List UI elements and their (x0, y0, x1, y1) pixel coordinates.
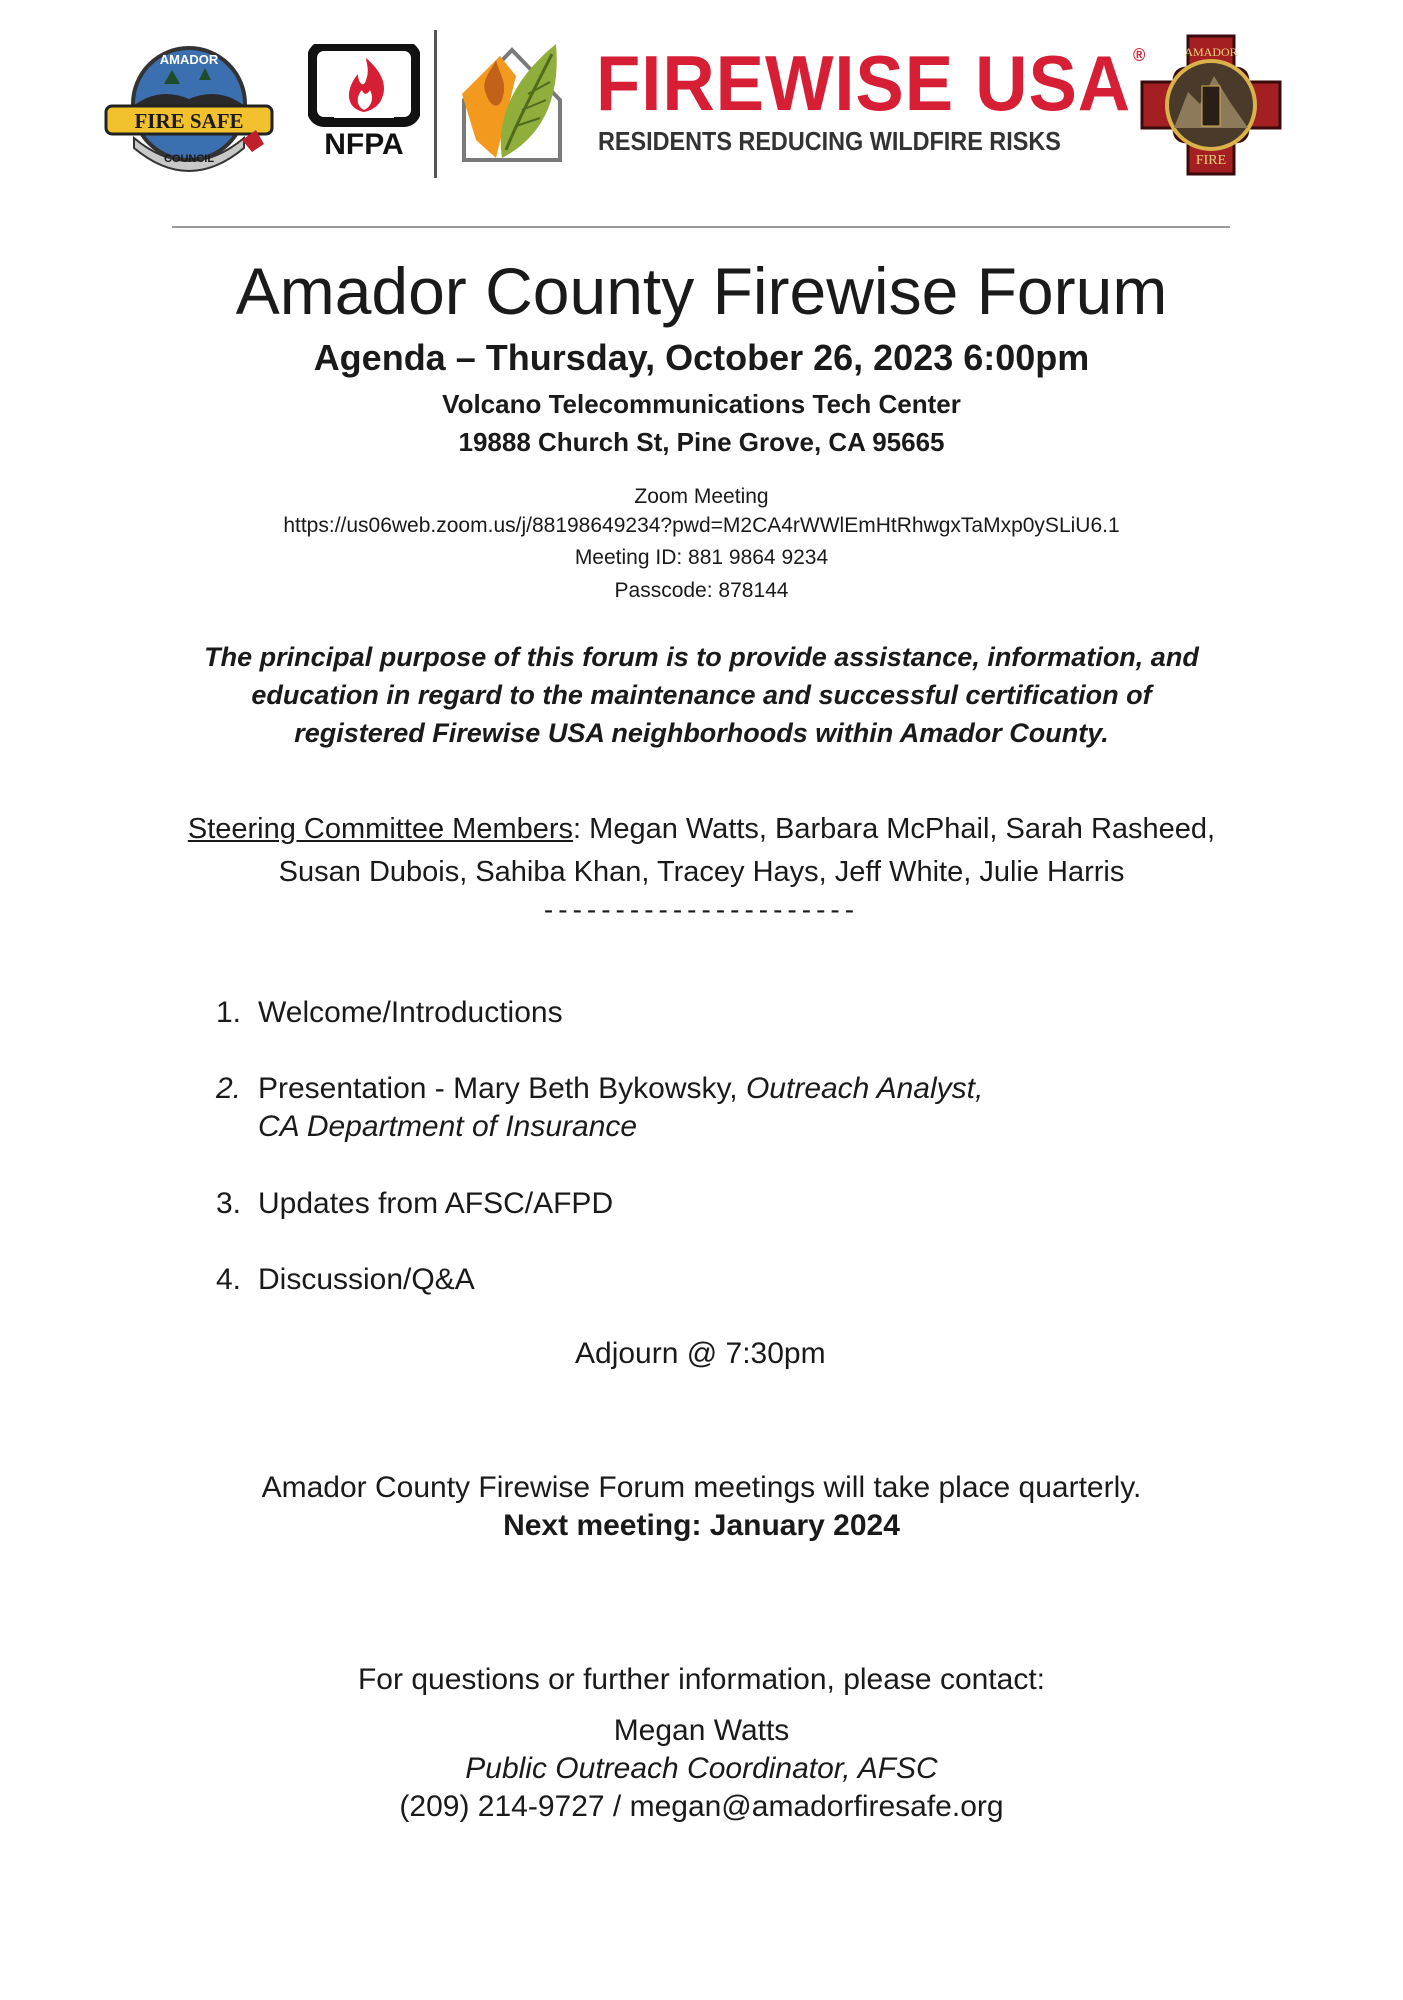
firesafe-logo-top-text: AMADOR (159, 52, 219, 67)
firewise-title-text: FIREWISE USA (596, 39, 1132, 127)
steering-committee-members-continued: Susan Dubois, Sahiba Khan, Tracey Hays, Jeff White, Julie Harris (278, 856, 1125, 888)
contact-title: Public Outreach Coordinator, AFSC (465, 1752, 938, 1785)
header-vertical-divider (434, 30, 437, 178)
presenter-organization: CA Department of Insurance (258, 1110, 638, 1143)
next-meeting: Next meeting: January 2024 (503, 1509, 900, 1542)
firewise-house-leaf-icon (456, 30, 568, 165)
purpose-line: The principal purpose of this forum is to provide assistance, information, and (204, 642, 1199, 672)
contact-intro: For questions or further information, please contact: (357, 1663, 1045, 1696)
agenda-item-text: Welcome/Introductions (258, 996, 563, 1029)
agenda-date-line: Agenda – Thursday, October 26, 2023 6:00pm (313, 337, 1090, 378)
registered-mark: ® (1132, 45, 1147, 65)
adjourn-time: Adjourn @ 7:30pm (575, 1337, 826, 1370)
steering-committee-line (0, 815, 1403, 844)
agenda-item-text (258, 1070, 983, 1108)
zoom-meeting-label: Zoom Meeting (634, 485, 769, 508)
firesafe-logo-bottom-text: COUNCIL (163, 153, 215, 165)
dashed-divider: ---------------------- (543, 894, 860, 925)
venue-name: Volcano Telecommunications Tech Center (442, 389, 961, 419)
agenda-item-number: 4. (216, 1263, 242, 1296)
firesafe-logo-text: FIRE SAFE (134, 109, 244, 133)
firewise-tagline: RESIDENTS REDUCING WILDFIRE RISKS (598, 126, 1061, 156)
presenter-role: Outreach Analyst, (745, 1072, 984, 1105)
agenda-item-number: 3. (216, 1187, 242, 1220)
nfpa-logo-text: NFPA (324, 128, 404, 160)
agenda-item-number: 1. (216, 996, 242, 1029)
amador-fire-protection-logo (1138, 32, 1284, 178)
amador-fire-logo-top-text: AMADOR (1184, 45, 1238, 59)
presenter-name: Presentation - Mary Beth Bykowsky, (258, 1072, 746, 1105)
steering-committee-label: Steering Committee Members (187, 813, 574, 845)
firewise-usa-wordmark (596, 39, 1147, 127)
schedule-note: Amador County Firewise Forum meetings will take place quarterly. (261, 1471, 1142, 1504)
header-rule (172, 226, 1230, 228)
steering-committee-members: : Megan Watts, Barbara McPhail, Sarah Rasheed, (573, 813, 1216, 845)
nfpa-logo (308, 44, 420, 160)
venue-address: 19888 Church St, Pine Grove, CA 95665 (458, 427, 945, 457)
contact-name: Megan Watts (613, 1714, 790, 1747)
contact-phone-email[interactable]: (209) 214-9727 / megan@amadorfiresafe.org (399, 1790, 1004, 1823)
zoom-passcode: Passcode: 878144 (614, 579, 789, 602)
zoom-meeting-id: Meeting ID: 881 9864 9234 (574, 546, 829, 569)
page-title: Amador County Firewise Forum (235, 254, 1168, 328)
amador-fire-safe-council-logo (104, 44, 274, 174)
agenda-item-text: Discussion/Q&A (258, 1263, 475, 1296)
agenda-item-number: 2. (216, 1072, 242, 1105)
zoom-meeting-link[interactable]: https://us06web.zoom.us/j/88198649234?pwd=M2CA4rWWlEmHtRhwgxTaMxp0ySLiU6.1 (283, 514, 1120, 537)
agenda-item-text: Updates from AFSC/AFPD (258, 1187, 614, 1220)
purpose-line: education in regard to the maintenance and successful certification of (251, 680, 1152, 710)
amador-fire-logo-bottom-text: FIRE (1195, 153, 1227, 168)
purpose-line: registered Firewise USA neighborhoods within Amador County. (294, 718, 1109, 748)
